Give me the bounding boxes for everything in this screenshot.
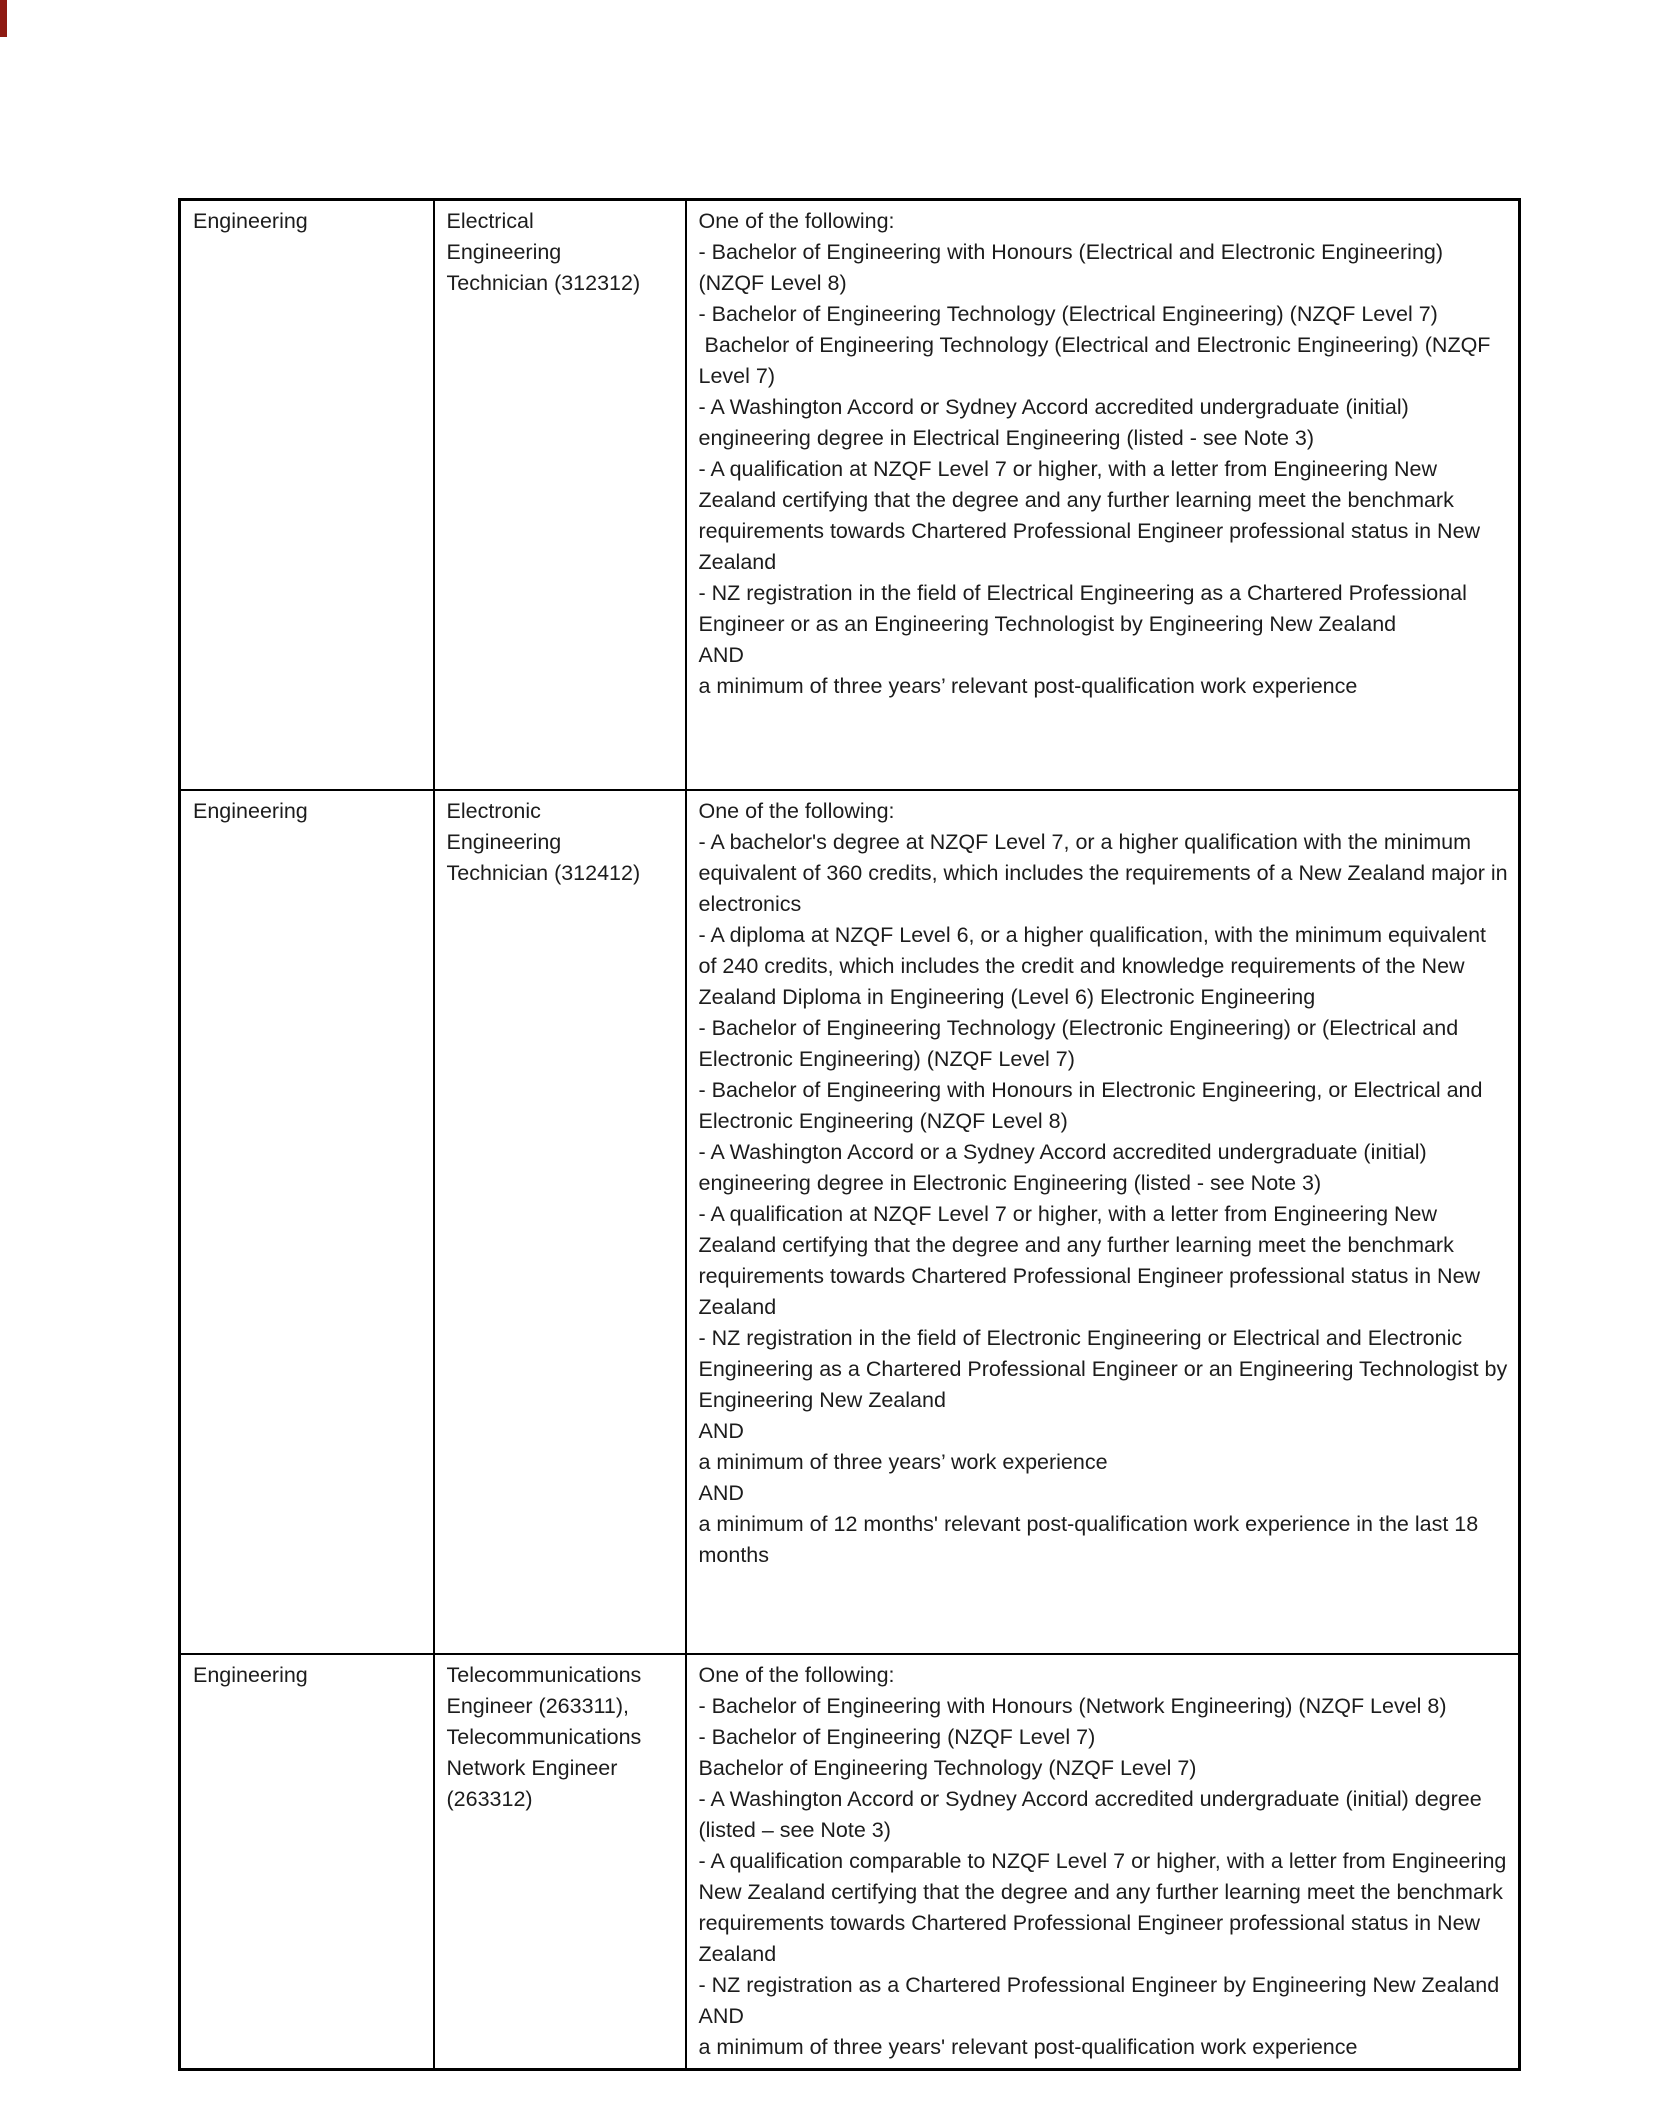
occupation-label: Electronic Engineering Technician (312412) bbox=[446, 799, 641, 885]
category-cell bbox=[180, 200, 434, 791]
requirement-line: AND bbox=[698, 1481, 744, 1505]
occupation-cell bbox=[434, 790, 686, 1654]
requirement-line: a minimum of three years' relevant post-qualification work experience bbox=[698, 2035, 1358, 2059]
requirement-line: Bachelor of Engineering Technology (Electrical and Electronic Engineering) (NZQF Level 7) bbox=[698, 333, 1497, 388]
category-label: Engineering bbox=[193, 209, 308, 233]
occupation-label: Telecommunications Engineer (263311), Telecommunications Network Engineer (263312) bbox=[446, 1663, 648, 1811]
requirement-line: Bachelor of Engineering Technology (NZQF Level 7) bbox=[698, 1756, 1197, 1780]
requirement-line: - Bachelor of Engineering with Honours (Network Engineering) (NZQF Level 8) bbox=[698, 1694, 1447, 1718]
requirement-line: - Bachelor of Engineering with Honours in Electronic Engineering, or Electrical and Electronic Engineering (NZQF Level 8) bbox=[698, 1078, 1489, 1133]
qualifications-table bbox=[178, 198, 1521, 2071]
category-cell bbox=[180, 1654, 434, 2070]
requirements-cell bbox=[686, 790, 1520, 1654]
requirement-line: - NZ registration in the field of Electronic Engineering or Electrical and Electronic Engineering as a Chartered Professional Engineer or an Engineering Technologist by Engineering New Zealand bbox=[698, 1326, 1514, 1412]
requirement-line: - A Washington Accord or Sydney Accord accredited undergraduate (initial) engineering degree in Electrical Engineering (listed - see Note 3) bbox=[698, 395, 1415, 450]
requirement-line: a minimum of three years’ work experience bbox=[698, 1450, 1108, 1474]
category-cell bbox=[180, 790, 434, 1654]
category-label: Engineering bbox=[193, 799, 308, 823]
requirement-line: One of the following: bbox=[698, 209, 895, 233]
page-edge-artifact bbox=[0, 0, 7, 37]
requirement-line: AND bbox=[698, 643, 744, 667]
requirement-line: One of the following: bbox=[698, 799, 895, 823]
requirement-line: AND bbox=[698, 1419, 744, 1443]
requirements-cell bbox=[686, 200, 1520, 791]
category-label: Engineering bbox=[193, 1663, 308, 1687]
requirement-line: - A qualification comparable to NZQF Level 7 or higher, with a letter from Engineering New Zealand certifying that the degree and any further learning meet the benchmark requirements towards Chartered Professional Engineer professional status in New Zealand bbox=[698, 1849, 1513, 1966]
requirement-line: - Bachelor of Engineering Technology (Electronic Engineering) or (Electrical and Electronic Engineering) (NZQF Level 7) bbox=[698, 1016, 1465, 1071]
requirement-line: - NZ registration in the field of Electrical Engineering as a Chartered Professional Engineer or as an Engineering Technologist by Engineering New Zealand bbox=[698, 581, 1473, 636]
requirement-line: - A Washington Accord or a Sydney Accord accredited undergraduate (initial) engineering degree in Electronic Engineering (listed - see Note 3) bbox=[698, 1140, 1433, 1195]
requirement-line: - NZ registration as a Chartered Professional Engineer by Engineering New Zealand bbox=[698, 1973, 1500, 1997]
requirement-line: a minimum of three years’ relevant post-qualification work experience bbox=[698, 674, 1358, 698]
requirement-line: - Bachelor of Engineering with Honours (Electrical and Electronic Engineering) (NZQF Level 8) bbox=[698, 240, 1450, 295]
requirement-line: - A bachelor's degree at NZQF Level 7, or a higher qualification with the minimum equivalent of 360 credits, which includes the requirements of a New Zealand major in electronics bbox=[698, 830, 1514, 916]
requirement-line: a minimum of 12 months' relevant post-qualification work experience in the last 18 months bbox=[698, 1512, 1485, 1567]
occupation-cell bbox=[434, 1654, 686, 2070]
requirement-line: - A Washington Accord or Sydney Accord accredited undergraduate (initial) degree (listed – see Note 3) bbox=[698, 1787, 1488, 1842]
table-row bbox=[180, 200, 1520, 791]
occupation-label: Electrical Engineering Technician (312312) bbox=[446, 209, 641, 295]
table-row bbox=[180, 790, 1520, 1654]
table-row bbox=[180, 1654, 1520, 2070]
table-body bbox=[180, 200, 1520, 2070]
requirement-line: - Bachelor of Engineering Technology (Electrical Engineering) (NZQF Level 7) bbox=[698, 302, 1438, 326]
requirement-line: - A diploma at NZQF Level 6, or a higher qualification, with the minimum equivalent of 240 credits, which includes the credit and knowledge requirements of the New Zealand Diploma in Engineering (Level 6) Electronic Engineering bbox=[698, 923, 1493, 1009]
requirement-line: One of the following: bbox=[698, 1663, 895, 1687]
requirement-line: - Bachelor of Engineering (NZQF Level 7) bbox=[698, 1725, 1096, 1749]
requirements-cell bbox=[686, 1654, 1520, 2070]
requirement-line: - A qualification at NZQF Level 7 or higher, with a letter from Engineering New Zealand certifying that the degree and any further learning meet the benchmark requirements towards Chartered Professional Engineer professional status in New Zealand bbox=[698, 1202, 1487, 1319]
occupation-cell bbox=[434, 200, 686, 791]
requirement-line: - A qualification at NZQF Level 7 or higher, with a letter from Engineering New Zealand certifying that the degree and any further learning meet the benchmark requirements towards Chartered Professional Engineer professional status in New Zealand bbox=[698, 457, 1487, 574]
requirement-line: AND bbox=[698, 2004, 744, 2028]
